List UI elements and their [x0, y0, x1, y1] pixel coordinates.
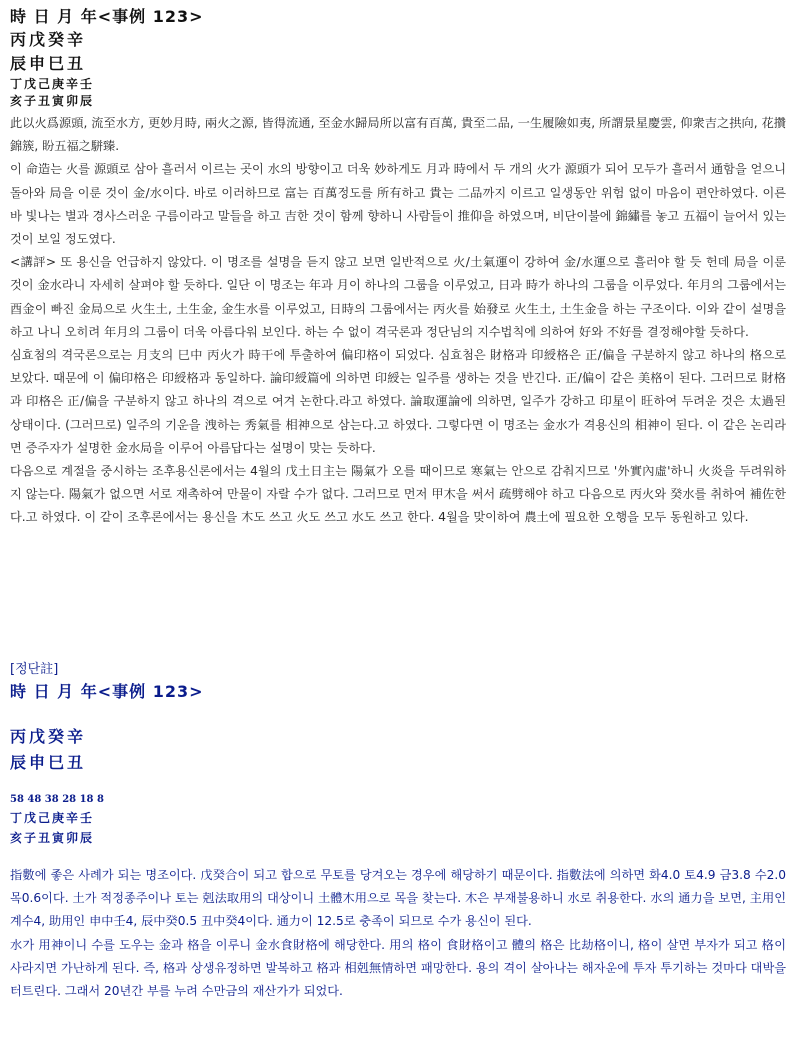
commentary-paragraph: <講評> 또 용신을 언급하지 않았다. 이 명조를 설명을 듣지 않고 보면 일반적으로 火/土氣運이 강하여 金/水運으로 흘러야 할 듯 헌데 局을 이룬 것이 金水라니 자세히 살펴야 할 듯하다. 일단 이 명조는 年과 月이 하나의 그룹을 이루었고, 日과 時가 하나의 그룹을 이루었다. 年月의 그룹에서는 酉金이 빠진 金局으로 火生土, 土生金, 金生水를 이루었고, 日時의 그룹에서는 丙火를 始發로 火生土, 土生金을 하는 구조이다. 이와 같이 설명을 하고 나니 오히려 年月의 그룹이 더욱 아름다워 보인다. 하는 수 없이 격국론과 정단님의 지수법칙에 의하여 好와 不好를 결정해야할 듯하다.: [10, 255, 786, 339]
translation-paragraph: 이 命造는 火를 源頭로 삼아 흘러서 이르는 곳이 水의 방향이고 더욱 妙하게도 月과 時에서 두 개의 火가 源頭가 되어 모두가 흘러서 通함을 얻으니 돌아와 局을 이룬 것이 金/水이다. 바로 이러하므로 富는 百萬정도를 所有하고 貴는 二品까지 이르고 일생동안 위험 없이 마음이 편안하였다. 이른바 빛나는 별과 경사스러운 구름이라고 말들을 하고 吉한 것이 함께 향하니 사람들이 推仰을 하였으며, 비단이불에 錦繡를 놓고 五福이 늘어서 있는 것이 보일 정도였다.: [10, 162, 786, 247]
gyeokguk-paragraph: 심효첨의 격국론으로는 月支의 巳中 丙火가 時干에 투출하여 偏印格이 되었다. 심효첨은 財格과 印綬格은 正/偏을 구분하지 않고 하나의 格으로 보았다. 때문에 이 偏印格은 印綬格과 동일하다. 論印綬篇에 의하면 印綬는 일주를 생하는 것을 반긴다. 正/偏이 같은 美格이 된다. 그러므로 財格과 印格은 正/偏을 구분하지 않고 하나의 격으로 여겨 논한다.라고 하였다. 論取運論에 의하면, 일주가 강하고 印星이 旺하여 두려운 것은 太過된 상태이다. (그러므로) 일주의 기운을 洩하는 秀氣를 相神으로 삼는다.고 하였다. 그렇다면 이 명조는 金水가 격용신의 相神이 된다. 이 같은 논리라면 증주자가 설명한 金水局을 이루어 아름답다는 설명이 맞는 듯하다.: [10, 348, 786, 455]
jeongdan-notes-section: [10, 660, 786, 1003]
spacer: [10, 776, 786, 792]
case-title: 時 日 月 年<事例 123>: [10, 7, 204, 26]
earthly-branches-row-blue: 辰申巳丑: [10, 753, 87, 772]
format-analysis-paragraph: 水가 用神이니 수를 도우는 金과 格을 이루니 金水食財格에 해당한다. 用의 格이 食財格이고 體의 格은 比劫格이니, 格이 살면 부자가 되고 格이 사라지면 가난하게 된다. 즉, 格과 상생유정하면 발복하고 格과 相剋無情하면 패망한다. 용의 격이 살아나는 해자운에 투자 투기하는 것마다 대박을 터트린다. 그래서 20년간 부를 누려 수만금의 재산가가 되었다.: [10, 937, 786, 999]
luck-ages-row: 58 48 38 28 18 8: [10, 794, 104, 805]
luck-branches-row-blue: 亥子丑寅卯辰: [10, 831, 95, 845]
johu-paragraph: 다음으로 계절을 중시하는 조후용신론에서는 4월의 戊土日主는 陽氣가 오를 때이므로 寒氣는 안으로 감춰지므로 '外實內虛'하니 火炎을 두려워하지 않는다. 陽氣가 없으면 서로 재촉하여 만물이 자랄 수가 없다. 그러므로 먼저 甲木을 써서 疏劈해야 하고 다음으로 丙火와 癸水를 취하여 補佐한다.고 하였다. 이 같이 조후론에서는 용신을 木도 쓰고 火도 쓰고 水도 쓰고 한다. 4월을 맞이하여 農土에 필요한 오행을 모두 동원하고 있다.: [10, 464, 786, 525]
original-text-section: [10, 6, 786, 530]
case-title-blue: 時 日 月 年<事例 123>: [10, 682, 204, 701]
luck-branches-row: 亥子丑寅卯辰: [10, 94, 95, 108]
spacer: [10, 848, 786, 864]
classical-text-paragraph: 此以火爲源頭, 流至水方, 更妙月時, 兩火之源, 皆得流通, 至金水歸局所以富有百萬, 貴至二品, 一生履險如夷, 所謂景星慶雲, 仰衆吉之拱向, 花攢錦簇, 盼五福之駢臻.: [10, 116, 786, 154]
spacer: [10, 704, 786, 724]
luck-stems-row-blue: 丁戊己庚辛壬: [10, 811, 95, 825]
index-analysis-paragraph: 指數에 좋은 사례가 되는 명조이다. 戊癸合이 되고 합으로 무토를 당겨오는 경우에 해당하기 때문이다. 指數法에 의하면 화4.0 토4.9 금3.8 수2.0 목0.6이다. 土가 적정종주이나 토는 剋法取用의 대상이니 土體木用으로 목을 찾는다. 木은 부재불용하니 水로 취용한다. 水의 通力을 보면, 主用인 계수4, 助用인 申中壬4, 辰中癸0.5 丑中癸4이다. 通力이 12.5로 충족이 되므로 수가 용신이 된다.: [10, 868, 786, 929]
luck-stems-row: 丁戊己庚辛壬: [10, 77, 95, 91]
heavenly-stems-row: 丙戊癸辛: [10, 30, 87, 49]
section-tag: [정단註]: [10, 662, 59, 677]
earthly-branches-row: 辰申巳丑: [10, 54, 87, 73]
heavenly-stems-row-blue: 丙戊癸辛: [10, 727, 87, 746]
